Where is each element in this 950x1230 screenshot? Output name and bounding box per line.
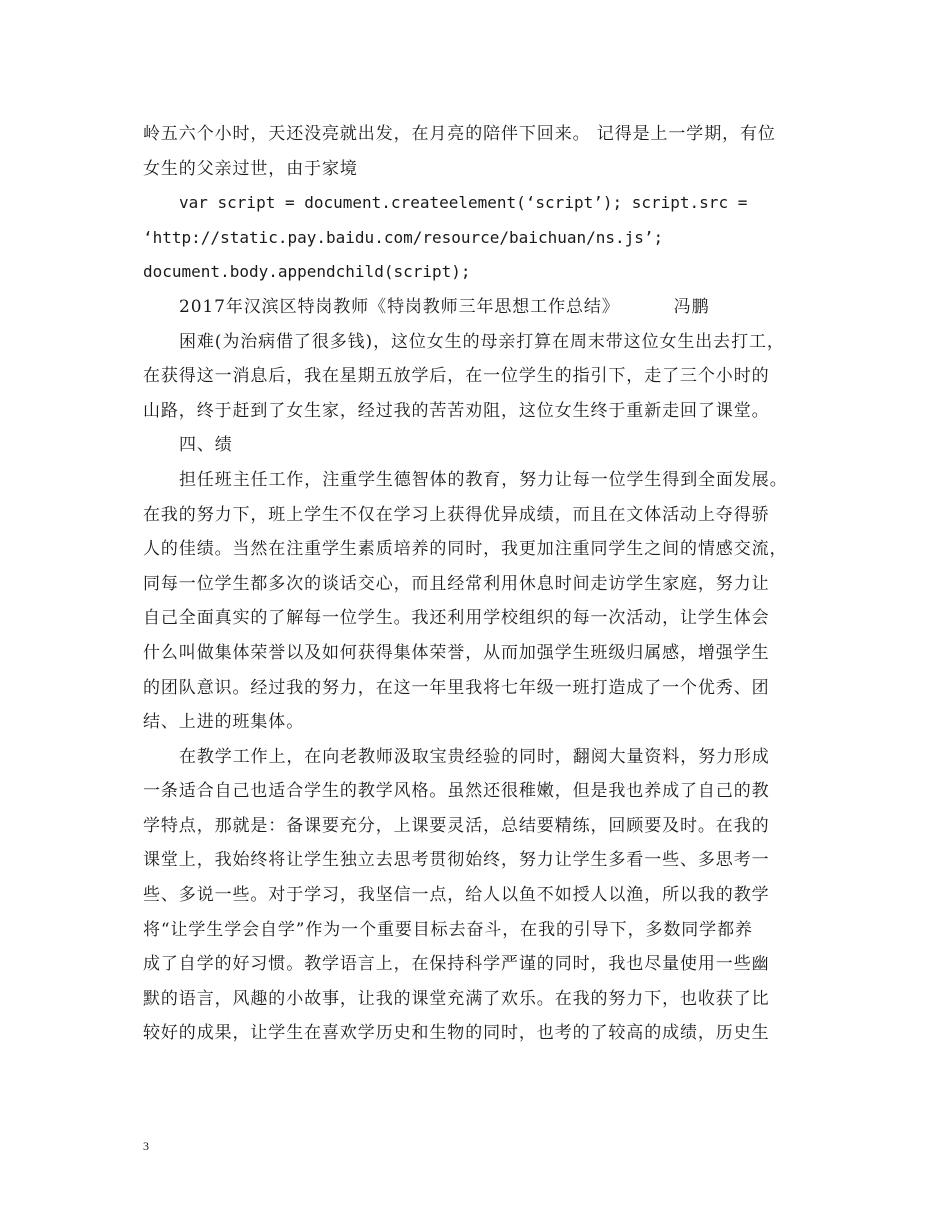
text-line-content: 人的佳绩。当然在注重学生素质培养的同时，我更加注重同学生之间的情感交流，	[143, 539, 788, 560]
text-line	[143, 947, 808, 982]
text-line	[143, 498, 808, 533]
text-line	[143, 878, 808, 913]
text-line-content: 些、多说一些。对于学习，我坚信一点，给人以鱼不如授人以渔，所以我的教学	[143, 885, 770, 906]
body-text	[143, 117, 808, 1051]
text-line	[143, 463, 808, 498]
text-line-content: ‘http://static.pay.baidu.com/resource/baichuan/ns.js’;	[143, 227, 664, 247]
text-line-content: 在获得这一消息后，我在星期五放学后，在一位学生的指引下，走了三个小时的	[143, 366, 770, 387]
text-line-content: 一条适合自己也适合学生的教学风格。虽然还很稚嫩，但是我也养成了自己的教	[143, 781, 770, 802]
text-line-content: document.body.appendchild(script);	[143, 262, 471, 282]
text-line-content: 同每一位学生都多次的谈话交心，而且经常利用休息时间走访学生家庭，努力让	[143, 573, 770, 594]
text-line	[143, 255, 808, 290]
text-line	[143, 843, 808, 878]
text-line-content: 在我的努力下，班上学生不仅在学习上获得优异成绩，而且在文体活动上夺得骄	[143, 504, 770, 525]
text-line-content: 学特点，那就是：备课要充分，上课要灵活，总结要精练，回顾要及时。在我的	[143, 815, 770, 836]
text-line	[143, 774, 808, 809]
text-line	[143, 567, 808, 602]
text-line	[143, 117, 808, 152]
text-line-content: 2017年汉滨区特岗教师《特岗教师三年思想工作总结》	[179, 296, 620, 317]
text-line	[143, 636, 808, 671]
text-line	[143, 359, 808, 394]
text-line	[143, 290, 808, 325]
text-line-content: 课堂上，我始终将让学生独立去思考贯彻始终，努力让学生多看一些、多思考一	[143, 850, 770, 871]
text-line	[143, 186, 808, 221]
text-line-content: 岭五六个小时，天还没亮就出发，在月亮的陪伴下回来。 记得是上一学期，有位	[143, 124, 776, 144]
text-line-content: 结、上进的班集体。	[143, 712, 305, 733]
text-line-content: 困难(为治病借了很多钱)，这位女生的母亲打算在周末带这位女生出去打工，	[179, 331, 785, 352]
text-line	[143, 671, 808, 706]
text-line	[143, 705, 808, 740]
text-line	[143, 428, 808, 463]
text-line-content: 自己全面真实的了解每一位学生。我还利用学校组织的每一次活动，让学生体会	[143, 608, 770, 629]
text-line	[143, 221, 808, 256]
text-line	[143, 982, 808, 1017]
text-line-content: 山路，终于赶到了女生家，经过我的苦苦劝阻，这位女生终于重新走回了课堂。	[143, 400, 770, 421]
text-line-content: var script = document.createelement(‘script’); script.src =	[179, 193, 748, 213]
author-name: 冯鹏	[673, 296, 710, 317]
text-line-content: 的团队意识。经过我的努力，在这一年里我将七年级一班打造成了一个优秀、团	[143, 677, 770, 698]
text-line	[143, 152, 808, 187]
text-line	[143, 809, 808, 844]
text-line	[143, 394, 808, 429]
text-line-content: 女生的父亲过世，由于家境	[143, 158, 358, 179]
text-line-content: 较好的成果，让学生在喜欢学历史和生物的同时，也考的了较高的成绩，历史生	[143, 1023, 770, 1044]
text-line	[143, 913, 808, 948]
text-line-content: 默的语言，风趣的小故事，让我的课堂充满了欢乐。在我的努力下，也收获了比	[143, 988, 770, 1009]
text-line-content: 担任班主任工作，注重学生德智体的教育，努力让每一位学生得到全面发展。	[179, 469, 788, 490]
page-number: 3	[143, 1139, 149, 1153]
text-line-content: 四、绩	[179, 435, 233, 456]
text-line	[143, 601, 808, 636]
text-line-content: 什么叫做集体荣誉以及如何获得集体荣誉，从而加强学生班级归属感，增强学生	[143, 642, 770, 663]
text-line-content: 成了自学的好习惯。教学语言上，在保持科学严谨的同时，我也尽量使用一些幽	[143, 954, 770, 975]
text-line	[143, 325, 808, 360]
text-line	[143, 532, 808, 567]
text-line-content: 将“让学生学会自学”作为一个重要目标去奋斗，在我的引导下，多数同学都养	[143, 919, 753, 940]
text-line-content: 在教学工作上，在向老教师汲取宝贵经验的同时，翻阅大量资料，努力形成	[179, 746, 770, 767]
text-line	[143, 740, 808, 775]
text-line	[143, 1016, 808, 1051]
